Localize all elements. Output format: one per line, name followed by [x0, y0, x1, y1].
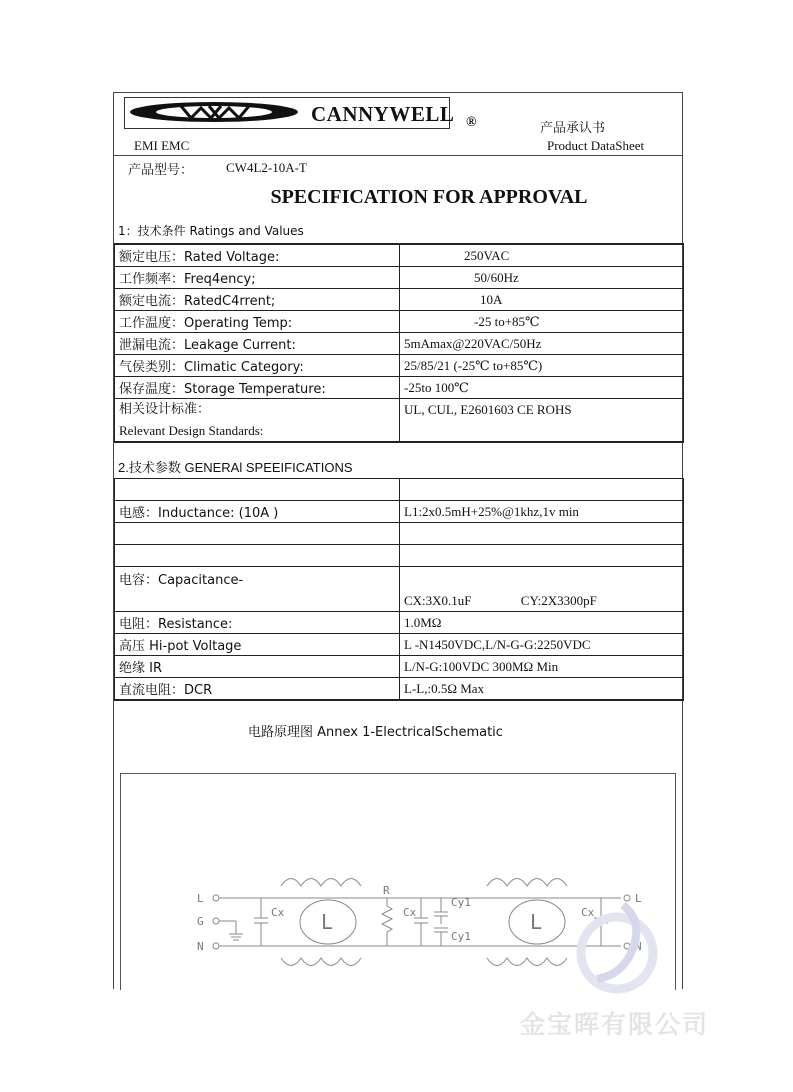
product-datasheet-label: Product DataSheet — [547, 138, 645, 153]
row-value: 5mAmax@220VAC/50Hz — [400, 333, 684, 355]
table-row — [115, 523, 684, 545]
datasheet-page — [113, 92, 683, 989]
table-row — [115, 399, 684, 443]
table-row — [115, 545, 684, 567]
row-label: 直流电阻：DCR — [115, 678, 400, 701]
section1-heading: 1：技术条件 Ratings and Values — [118, 224, 304, 238]
terminal-label: G — [197, 915, 204, 928]
table-row — [115, 634, 684, 656]
table-row — [115, 612, 684, 634]
capacitance-label: 电容：Capacitance- — [115, 567, 400, 612]
table-row — [115, 355, 684, 377]
header-divider — [114, 155, 682, 156]
terminal-label: L — [197, 892, 204, 905]
emi-emc-label: EMI EMC — [134, 138, 190, 153]
inductance-label: 电感：Inductance: (10A ) — [115, 501, 400, 523]
table-row — [115, 678, 684, 701]
empty-cell — [400, 479, 684, 501]
standards-label-en: Relevant Design Standards: — [119, 423, 264, 438]
specifications-table — [114, 478, 684, 701]
model-label: 产品型号： — [128, 163, 194, 178]
table-row — [115, 501, 684, 523]
watermark-logo — [565, 895, 675, 995]
empty-cell — [400, 545, 684, 567]
empty-cell — [400, 523, 684, 545]
section2-heading: 2.技术参数 GENERAl SPEEIFICATIONS — [118, 460, 353, 475]
cx-label: Cx — [581, 906, 595, 919]
inductance-value: L1:2x0.5mH+25%@1khz,1v min — [400, 501, 684, 523]
capacitance-value-cell — [400, 567, 684, 612]
row-value: L -N1450VDC,L/N-G-G:2250VDC — [400, 634, 684, 656]
empty-cell — [115, 545, 400, 567]
cannywell-logo — [129, 101, 299, 123]
row-value: 10A — [400, 289, 684, 311]
row-value: L-L,:0.5Ω Max — [400, 678, 684, 701]
row-value: 25/85/21 (-25℃ to+85℃) — [400, 355, 684, 377]
row-label: 高压 Hi-pot Voltage — [115, 634, 400, 656]
cx-label: Cx — [403, 906, 417, 919]
annex-title: 电路原理图 Annex 1-ElectricalSchematic — [248, 725, 503, 740]
brand-name: CANNYWELL — [311, 102, 455, 126]
standards-value: UL, CUL, E2601603 CE ROHS — [404, 402, 572, 417]
registered-mark: ® — [466, 115, 477, 130]
table-row — [115, 333, 684, 355]
table-row — [115, 244, 684, 267]
terminal-label: N — [635, 940, 642, 953]
doc-title-cn: 产品承认书 — [540, 121, 606, 136]
row-label: 工作温度：Operating Temp: — [115, 311, 400, 333]
table-row — [115, 377, 684, 399]
row-value: -25to 100℃ — [400, 377, 684, 399]
capacitance-cy: CY:2X3300pF — [520, 593, 597, 608]
watermark-text: 金宝晖有限公司 — [520, 1010, 710, 1039]
cy-label: Cy1 — [451, 896, 471, 909]
row-label: 额定电流：RatedC4rrent; — [115, 289, 400, 311]
row-label: 保存温度：Storage Temperature: — [115, 377, 400, 399]
row-value: -25 to+85℃ — [400, 311, 684, 333]
table-row — [115, 656, 684, 678]
cy-label: Cy1 — [451, 930, 471, 943]
empty-cell — [115, 479, 400, 501]
table-row — [115, 311, 684, 333]
row-label: 工作频率：Freq4ency; — [115, 267, 400, 289]
row-value: 50/60Hz — [400, 267, 684, 289]
row-label: 额定电压：Rated Voltage: — [115, 244, 400, 267]
inductor-label: L — [321, 910, 334, 934]
company-logo-box — [124, 97, 455, 129]
row-label: 电阻：Resistance: — [115, 612, 400, 634]
row-value: L/N-G:100VDC 300MΩ Min — [400, 656, 684, 678]
table-row — [115, 479, 684, 501]
cx-label: Cx — [271, 906, 285, 919]
ratings-table — [114, 243, 684, 443]
capacitance-cx: CX:3X0.1uF — [404, 593, 472, 608]
standards-label-cn: 相关设计标准： — [119, 402, 211, 417]
model-value: CW4L2-10A-T — [226, 160, 307, 175]
row-value: 250VAC — [400, 244, 684, 267]
standards-value-cell — [400, 399, 684, 443]
table-row — [115, 267, 684, 289]
table-row — [115, 289, 684, 311]
row-value: 1.0MΩ — [400, 612, 684, 634]
row-label: 气侯类别：Climatic Category: — [115, 355, 400, 377]
page-title: SPECIFICATION FOR APPROVAL — [270, 186, 588, 208]
empty-cell — [115, 523, 400, 545]
resistor-label: R — [383, 884, 390, 897]
standards-label-cell — [115, 399, 400, 443]
row-label: 绝缘 IR — [115, 656, 400, 678]
terminal-label: L — [635, 892, 642, 905]
row-label: 泄漏电流：Leakage Current: — [115, 333, 400, 355]
inductor-label: L — [530, 910, 543, 934]
table-row — [115, 567, 684, 612]
terminal-label: N — [197, 940, 204, 953]
